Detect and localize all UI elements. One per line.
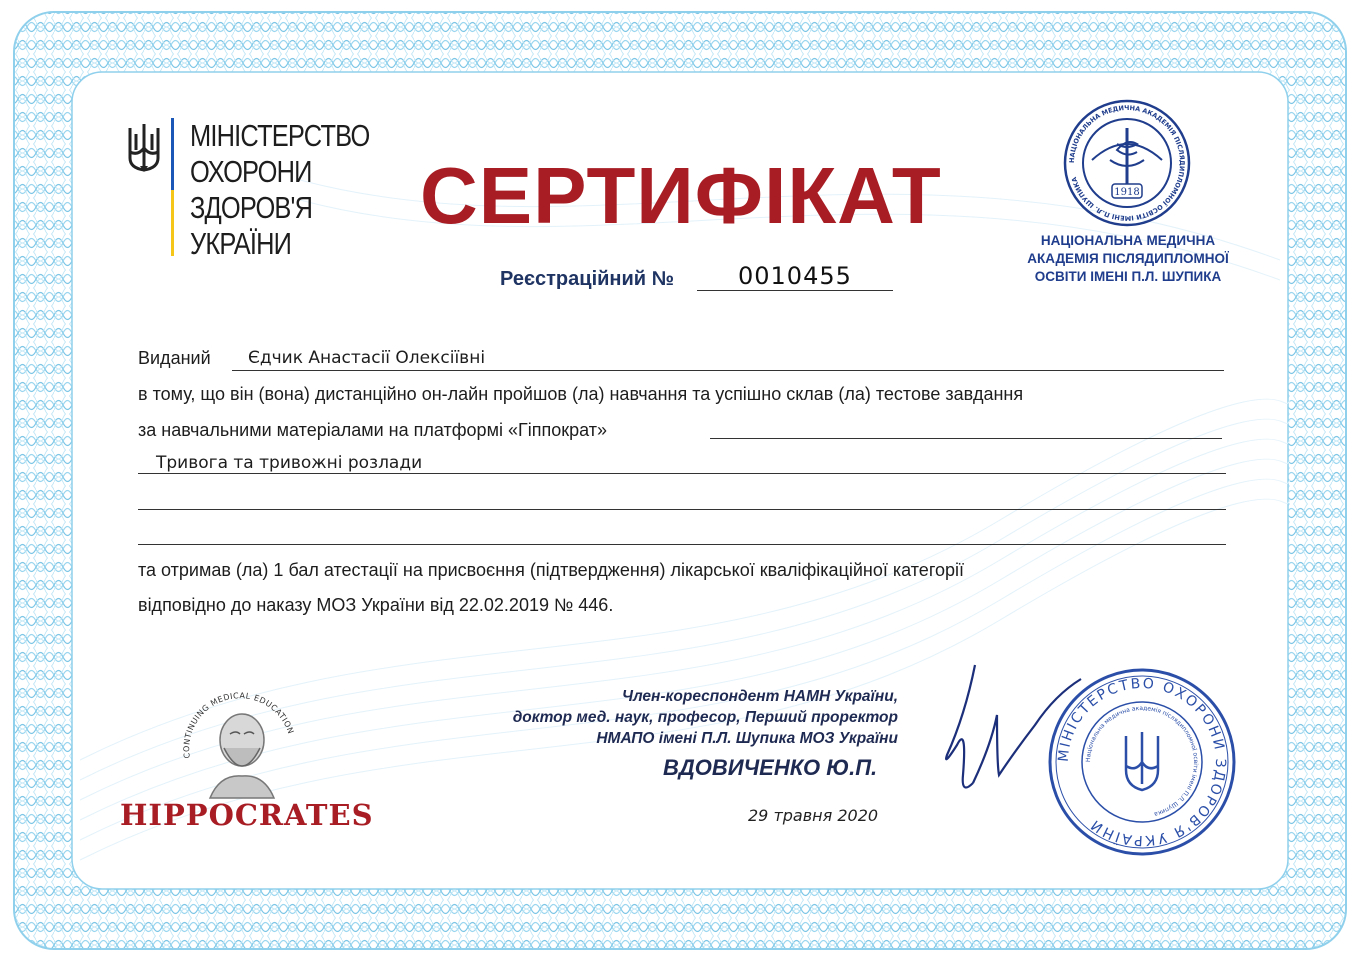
signer-name: ВДОВИЧЕНКО Ю.П. — [663, 755, 878, 780]
registration-number: 0010455 — [738, 262, 852, 290]
academy-line: ОСВІТИ ІМЕНІ П.Л. ШУПИКА — [1034, 269, 1222, 284]
body-line-4: відповідно до наказу МОЗ України від 22.02.2019 № 446. — [138, 595, 614, 615]
recipient-name: Єдчик Анастасії Олексіївні — [248, 348, 486, 368]
platform-underline — [710, 438, 1222, 439]
registration-label: Реєстраційний № — [500, 268, 674, 290]
ministry-line: ОХОРОНИ — [190, 154, 312, 189]
body-line-3: та отримав (ла) 1 бал атестації на присвоєння (підтвердження) лікарської кваліфікаційної категорії — [138, 560, 965, 580]
stamp-inner-text: Національна медична академія післядипломної освіти імені П.Л. Шупика — [1084, 704, 1200, 818]
signer-title-line: НМАПО імені П.Л. Шупика МОЗ України — [596, 730, 898, 747]
body-line-1: в тому, що він (вона) дистанційно он-лайн пройшов (ла) навчання та успішно склав (ла) тестове завдання — [138, 384, 1024, 404]
signer-title-line: Член-кореспондент НАМН України, — [621, 688, 898, 705]
official-stamp — [1046, 666, 1238, 858]
recipient-underline — [232, 370, 1224, 371]
academy-line: НАЦІОНАЛЬНА МЕДИЧНА — [1040, 233, 1216, 248]
course-name: Тривога та тривожні розлади — [156, 453, 423, 473]
academy-emblem-ring-text: НАЦІОНАЛЬНА МЕДИЧНА АКАДЕМІЯ ПІСЛЯДИПЛОМНОЇ ОСВІТИ ІМЕНІ П.Л. ШУПИКА — [1067, 103, 1187, 223]
flag-stripe-yellow — [171, 190, 174, 256]
hippocrates-bust-icon — [180, 688, 300, 800]
signer-titles — [420, 686, 898, 749]
flag-stripe-blue — [171, 118, 174, 190]
issued-label: Виданий — [138, 348, 211, 368]
body-line-2: за навчальними матеріалами на платформі «Гіппократ» — [138, 420, 607, 440]
course-underline — [138, 473, 1226, 474]
signer-title-line: доктор мед. наук, професор, Перший проректор — [512, 709, 898, 726]
ministry-name — [190, 118, 369, 262]
ministry-line: МІНІСТЕРСТВО — [190, 118, 370, 153]
stamp-ring-text: МІНІСТЕРСТВО ОХОРОНИ ЗДОРОВ'Я УКРАЇНИ — [1055, 675, 1229, 849]
issue-date: 29 травня 2020 — [748, 806, 879, 825]
hippocrates-name: HIPPOCRATES — [120, 798, 374, 832]
ministry-line: УКРАЇНИ — [190, 226, 292, 261]
academy-emblem-year: 1918 — [1114, 187, 1140, 198]
registration-underline — [697, 290, 893, 291]
certificate-title: СЕРТИФІКАТ — [420, 151, 942, 240]
academy-line: АКАДЕМІЯ ПІСЛЯДИПЛОМНОЇ — [1027, 251, 1229, 266]
trident-icon — [126, 122, 162, 174]
academy-emblem-icon — [1062, 98, 1192, 228]
blank-underline-1 — [138, 509, 1226, 510]
ministry-line: ЗДОРОВ'Я — [190, 190, 313, 225]
hippocrates-arc-text: CONTINUING MEDICAL EDUCATION — [182, 691, 296, 759]
academy-name — [1010, 232, 1246, 286]
blank-underline-2 — [138, 544, 1226, 545]
